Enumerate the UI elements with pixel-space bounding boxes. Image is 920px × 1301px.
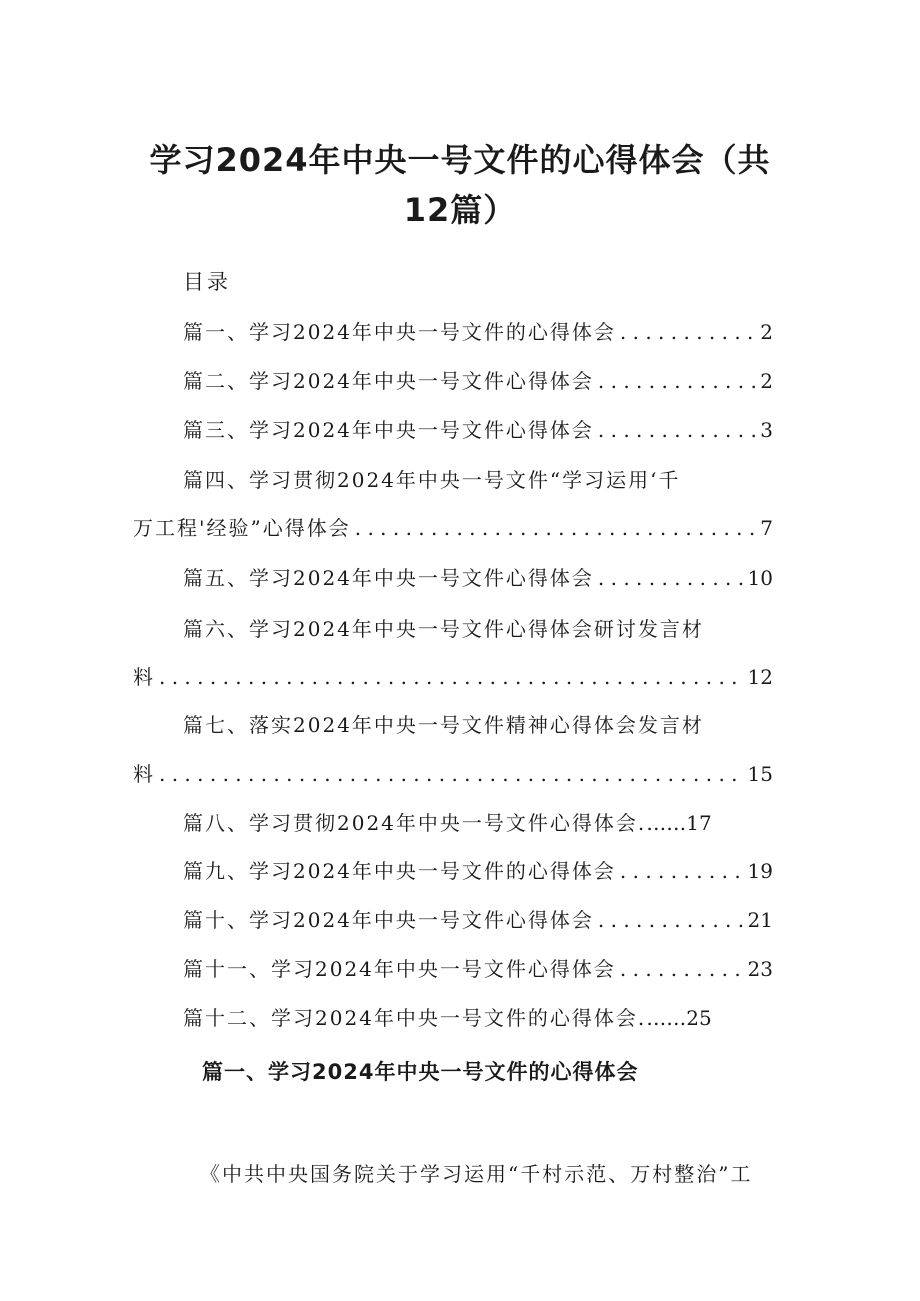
toc-entry[interactable] <box>133 661 773 695</box>
toc-entry-page: 2 <box>760 320 773 344</box>
toc-entry-title: 篇十一、学习2024年中央一号文件心得体会 <box>183 957 616 981</box>
toc-entry-page: 2 <box>760 369 773 393</box>
toc-leader-dots <box>598 908 744 932</box>
toc-entry[interactable] <box>183 904 773 938</box>
body-paragraph: 《中共中央国务院关于学习运用“千村示范、万村整治”工 <box>200 1162 753 1186</box>
toc-leader-dots <box>598 566 744 590</box>
toc-entry[interactable] <box>183 1002 712 1036</box>
toc-entry-page: 21 <box>747 908 773 932</box>
toc-entry[interactable] <box>133 512 773 546</box>
toc-entry-title: 料 <box>133 762 155 786</box>
toc-heading: 目录 <box>183 270 231 294</box>
toc-entry[interactable] <box>183 855 773 889</box>
toc-entry-title: 篇十二、学习2024年中央一号文件的心得体会. <box>183 1006 647 1030</box>
toc-entry-title-line-1[interactable]: 篇七、落实2024年中央一号文件精神心得体会发言材 <box>183 713 704 737</box>
toc-entry-page: 23 <box>747 957 773 981</box>
toc-entry-page: ……17 <box>646 811 712 835</box>
section-heading: 篇一、学习2024年中央一号文件的心得体会 <box>202 1060 639 1084</box>
toc-leader-dots <box>355 516 757 540</box>
toc-entry-title: 万工程'经验”心得体会 <box>133 516 351 540</box>
document-title-line-1: 学习2024年中央一号文件的心得体会（共 <box>149 141 771 179</box>
toc-entry[interactable] <box>133 758 773 792</box>
toc-entry-title-line-1[interactable]: 篇四、学习贯彻2024年中央一号文件“学习运用‘千 <box>183 468 681 492</box>
toc-entry-page: 10 <box>747 566 773 590</box>
document-title-line-2: 12篇） <box>403 191 517 229</box>
toc-entry-page: ……25 <box>646 1006 712 1030</box>
toc-leader-dots <box>598 418 756 442</box>
toc-leader-dots <box>620 957 744 981</box>
toc-entry[interactable] <box>183 562 773 596</box>
toc-entry-page: 7 <box>760 516 773 540</box>
toc-entry-page: 12 <box>747 665 773 689</box>
toc-entry-title: 篇十、学习2024年中央一号文件心得体会 <box>183 908 594 932</box>
toc-entry[interactable] <box>183 807 712 841</box>
toc-entry-title: 篇九、学习2024年中央一号文件的心得体会 <box>183 859 616 883</box>
toc-leader-dots <box>598 369 756 393</box>
toc-entry[interactable] <box>183 953 773 987</box>
toc-entry-title-line-1[interactable]: 篇六、学习2024年中央一号文件心得体会研讨发言材 <box>183 617 704 641</box>
toc-leader-dots <box>159 762 744 786</box>
toc-leader-dots <box>159 665 744 689</box>
toc-entry-page: 19 <box>747 859 773 883</box>
toc-entry-title: 篇三、学习2024年中央一号文件心得体会 <box>183 418 594 442</box>
toc-entry-title: 篇二、学习2024年中央一号文件心得体会 <box>183 369 594 393</box>
toc-entry-title: 篇一、学习2024年中央一号文件的心得体会 <box>183 320 616 344</box>
toc-entry[interactable] <box>183 316 773 350</box>
toc-entry[interactable] <box>183 365 773 399</box>
toc-entry-title: 篇五、学习2024年中央一号文件心得体会 <box>183 566 594 590</box>
toc-leader-dots <box>620 320 756 344</box>
toc-leader-dots <box>620 859 744 883</box>
toc-entry-title: 篇八、学习贯彻2024年中央一号文件心得体会. <box>183 811 647 835</box>
toc-entry-page: 15 <box>747 762 773 786</box>
toc-entry-page: 3 <box>760 418 773 442</box>
toc-entry[interactable] <box>183 414 773 448</box>
toc-entry-title: 料 <box>133 665 155 689</box>
